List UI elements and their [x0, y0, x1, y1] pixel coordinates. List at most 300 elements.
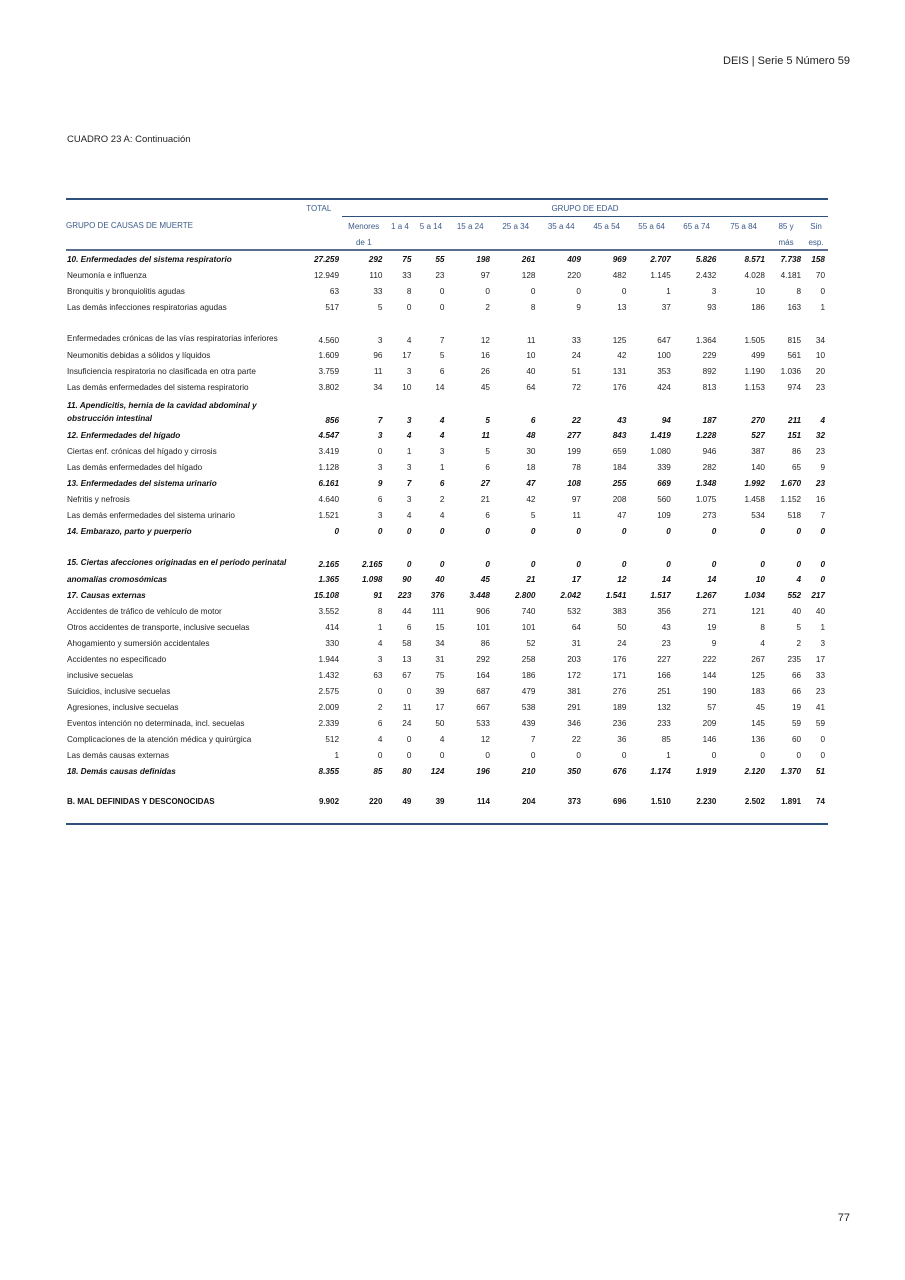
- age-cell: 26: [480, 366, 490, 376]
- age-cell: 479: [521, 686, 536, 696]
- age-cell: 5.826: [695, 254, 717, 264]
- age-cell: 27: [480, 478, 490, 488]
- age-cell: 383: [612, 606, 627, 616]
- age-cell: 8: [377, 606, 383, 616]
- cause-label: Eventos intención no determinada, incl. secuelas: [67, 718, 245, 728]
- table-row: [66, 539, 828, 571]
- age-cell: 67: [402, 670, 412, 680]
- age-cell: 906: [476, 606, 490, 616]
- age-cell: 7: [377, 416, 383, 425]
- age-cell: 31: [435, 654, 445, 664]
- table-row: [66, 395, 828, 427]
- age-cell: 4: [439, 510, 445, 520]
- table-row: [66, 651, 828, 667]
- age-cell: 0: [820, 526, 825, 536]
- age-cell: 21: [480, 494, 490, 504]
- age-cell: 32: [815, 430, 825, 440]
- age-cell: 376: [430, 590, 445, 600]
- age-cell: 740: [521, 606, 536, 616]
- age-cell: 0: [820, 734, 825, 744]
- cause-label: Enfermedades crónicas de las vías respiratorias inferiores: [67, 334, 278, 343]
- age-cell: 203: [567, 654, 581, 664]
- age-cell: 696: [613, 796, 627, 806]
- age-cell: 64: [526, 382, 536, 392]
- cause-label: Las demás enfermedades del hígado: [67, 462, 203, 472]
- age-cell: 667: [476, 702, 490, 712]
- age-cell: 204: [522, 796, 536, 806]
- age-cell: 3: [377, 336, 383, 345]
- cause-label: 13. Enfermedades del sistema urinario: [67, 478, 217, 488]
- age-cell: 552: [787, 590, 802, 600]
- age-cell: 0: [760, 526, 765, 536]
- age-cell: 86: [480, 638, 490, 648]
- age-cell: 4.181: [780, 270, 802, 280]
- age-cell: 4.028: [744, 270, 765, 280]
- total-cell: 3.802: [318, 382, 340, 392]
- age-cell: 23: [661, 638, 671, 648]
- age-cell: 33: [571, 336, 581, 345]
- age-cell: 3: [377, 462, 383, 472]
- age-cell: 235: [787, 654, 802, 664]
- total-cell: 2.165: [318, 560, 340, 569]
- age-cell: 1.098: [361, 574, 383, 584]
- table-row: [66, 363, 828, 379]
- age-cell: 75: [435, 670, 445, 680]
- age-cell: 85: [373, 766, 383, 776]
- age-cell: 4: [439, 416, 445, 425]
- age-cell: 30: [526, 446, 536, 456]
- age-cell: 163: [787, 302, 802, 312]
- age-cell: 11: [526, 336, 536, 345]
- mortality-table: [66, 198, 828, 825]
- age-cell: 282: [702, 462, 717, 472]
- age-cell: 0: [576, 750, 581, 760]
- age-cell: 0: [485, 750, 490, 760]
- total-cell: 6.161: [318, 478, 340, 488]
- age-cell: 1.541: [605, 590, 627, 600]
- age-cell: 1.228: [695, 430, 717, 440]
- total-cell: 2.009: [318, 702, 340, 712]
- age-cell: 2: [377, 702, 383, 712]
- age-cell: 815: [787, 336, 802, 345]
- age-cell: 0: [621, 286, 627, 296]
- cause-label: Neumonitis debidas a sólidos y líquidos: [67, 350, 211, 360]
- age-cell: 34: [435, 638, 445, 648]
- cause-label: 11. Apendicitis, hernia de la cavidad abdominal y obstrucción intestinal: [67, 401, 257, 423]
- age-cell: 2: [796, 638, 802, 648]
- col-header-line2: de 1: [342, 235, 385, 250]
- total-cell: 1.521: [318, 510, 340, 520]
- age-cell: 0: [796, 526, 802, 536]
- age-cell: 255: [612, 478, 627, 488]
- age-cell: 1.080: [650, 446, 671, 456]
- total-cell: 2.575: [318, 686, 340, 696]
- cause-label: 15. Ciertas afecciones originadas en el período perinatal: [67, 558, 287, 567]
- age-cell: 171: [612, 670, 627, 680]
- table-row: [66, 747, 828, 763]
- age-cell: 0: [377, 686, 383, 696]
- age-cell: 42: [526, 494, 536, 504]
- age-cell: 0: [576, 526, 581, 536]
- age-cell: 59: [792, 718, 802, 728]
- cause-label: 17. Causas externas: [67, 590, 146, 600]
- age-cell: 356: [657, 606, 671, 616]
- age-cell: 37: [661, 302, 671, 312]
- age-cell: 1: [666, 750, 671, 760]
- age-cell: 1.505: [744, 336, 765, 345]
- age-cell: 146: [702, 734, 717, 744]
- age-cell: 6: [439, 478, 445, 488]
- age-cell: 21: [526, 574, 536, 584]
- age-cell: 3: [377, 430, 383, 440]
- age-cell: 0: [377, 446, 383, 456]
- age-cell: 1.190: [744, 366, 765, 376]
- age-cell: 211: [788, 416, 802, 425]
- age-cell: 9: [377, 478, 383, 488]
- table-row: [66, 475, 828, 491]
- table-body: [66, 250, 828, 824]
- age-cell: 4: [406, 510, 412, 520]
- table-row: [66, 523, 828, 539]
- age-cell: 518: [787, 510, 802, 520]
- cause-label: Las demás causas externas: [67, 750, 169, 760]
- total-cell: 15.108: [313, 590, 340, 600]
- age-cell: 3: [406, 462, 412, 472]
- age-cell: 5: [530, 510, 536, 520]
- age-cell: 2.707: [650, 254, 671, 264]
- table-row: [66, 793, 828, 809]
- age-cell: 1.670: [780, 478, 802, 488]
- table-row: [66, 267, 828, 283]
- age-cell: 1.267: [695, 590, 717, 600]
- col-header-line2: esp.: [804, 235, 828, 250]
- age-cell: 220: [369, 796, 383, 806]
- age-cell: 9: [820, 462, 825, 472]
- age-cell: 110: [369, 270, 383, 280]
- age-cell: 236: [612, 718, 627, 728]
- age-cell: 15: [435, 622, 445, 632]
- age-cell: 223: [397, 590, 412, 600]
- age-cell: 109: [657, 510, 671, 520]
- col-header: 15 a 24: [447, 217, 492, 236]
- age-cell: 946: [702, 446, 717, 456]
- age-cell: 208: [612, 494, 627, 504]
- age-cell: 0: [820, 560, 825, 569]
- age-cell: 3: [377, 654, 383, 664]
- age-cell: 0: [406, 686, 412, 696]
- total-cell: 4.547: [318, 430, 340, 440]
- total-cell: 3.759: [318, 366, 340, 376]
- age-group-header: GRUPO DE EDAD: [551, 203, 619, 213]
- age-cell: 233: [657, 718, 671, 728]
- age-cell: 124: [430, 766, 445, 776]
- age-cell: 40: [526, 366, 536, 376]
- age-cell: 276: [612, 686, 627, 696]
- age-cell: 66: [792, 670, 802, 680]
- age-cell: 2.800: [514, 590, 536, 600]
- col-header: 55 a 64: [629, 217, 673, 236]
- total-cell: 512: [325, 734, 340, 744]
- age-cell: 44: [402, 606, 412, 616]
- age-cell: 277: [567, 430, 581, 440]
- age-cell: 669: [657, 478, 671, 488]
- age-cell: 5: [485, 416, 490, 425]
- age-cell: 121: [751, 606, 765, 616]
- age-cell: 43: [617, 416, 627, 425]
- age-cell: 23: [815, 446, 825, 456]
- age-cell: 0: [485, 560, 490, 569]
- age-cell: 33: [373, 286, 383, 296]
- col-header: 25 a 34: [493, 217, 538, 236]
- table-row: [66, 587, 828, 603]
- age-cell: 969: [612, 254, 627, 264]
- col-header: 1 a 4: [385, 217, 414, 236]
- age-cell: 24: [402, 718, 412, 728]
- age-cell: 94: [661, 416, 671, 425]
- age-cell: 132: [657, 702, 671, 712]
- age-cell: 80: [402, 766, 412, 776]
- total-cell: 27.259: [313, 254, 340, 264]
- age-cell: 6: [377, 718, 383, 728]
- age-cell: 0: [439, 302, 445, 312]
- age-cell: 0: [576, 560, 581, 569]
- age-cell: 8: [406, 286, 412, 296]
- row-label-header: GRUPO DE CAUSAS DE MUERTE: [66, 221, 193, 231]
- total-cell: 9.902: [319, 796, 340, 806]
- age-cell: 4: [820, 416, 825, 425]
- age-cell: 4: [439, 734, 445, 744]
- age-cell: 187: [702, 416, 717, 425]
- total-cell: 3.419: [318, 446, 340, 456]
- age-cell: 57: [707, 702, 717, 712]
- age-cell: 1.036: [780, 366, 802, 376]
- age-cell: 659: [612, 446, 627, 456]
- age-cell: 1.419: [650, 430, 671, 440]
- col-header: Menores: [342, 217, 385, 236]
- age-cell: 125: [751, 670, 765, 680]
- age-cell: 196: [476, 766, 490, 776]
- age-cell: 6: [530, 416, 536, 425]
- age-cell: 70: [815, 270, 825, 280]
- table-row: [66, 571, 828, 587]
- age-cell: 2.042: [560, 590, 581, 600]
- age-cell: 14: [435, 382, 445, 392]
- col-header: 35 a 44: [538, 217, 583, 236]
- age-cell: 8.571: [744, 254, 765, 264]
- age-cell: 0: [796, 560, 802, 569]
- age-cell: 687: [476, 686, 490, 696]
- age-cell: 0: [820, 286, 825, 296]
- age-cell: 186: [521, 670, 536, 680]
- age-cell: 183: [751, 686, 765, 696]
- col-header-line2: más: [768, 235, 804, 250]
- cause-label: Ciertas enf. crónicas del hígado y cirrosis: [67, 446, 217, 456]
- age-cell: 229: [702, 350, 717, 360]
- cause-label: anomalías cromosómicas: [67, 574, 168, 584]
- total-cell: 1.944: [318, 654, 340, 664]
- age-cell: 261: [521, 254, 536, 264]
- age-cell: 36: [617, 734, 627, 744]
- age-cell: 13: [402, 654, 412, 664]
- age-cell: 74: [816, 796, 825, 806]
- age-cell: 5: [439, 350, 445, 360]
- age-cell: 346: [567, 718, 581, 728]
- age-cell: 0: [796, 750, 802, 760]
- age-cell: 199: [567, 446, 581, 456]
- age-cell: 101: [521, 622, 536, 632]
- cause-label: Ahogamiento y sumersión accidentales: [67, 638, 210, 648]
- age-cell: 8: [760, 622, 765, 632]
- age-cell: 176: [612, 654, 627, 664]
- table-row: [66, 347, 828, 363]
- age-cell: 0: [576, 286, 581, 296]
- age-cell: 55: [435, 254, 445, 264]
- age-cell: 66: [792, 686, 802, 696]
- total-cell: 8.355: [318, 766, 340, 776]
- cause-label: 10. Enfermedades del sistema respiratorio: [67, 254, 232, 264]
- age-cell: 271: [702, 606, 717, 616]
- age-cell: 4: [439, 430, 445, 440]
- age-cell: 23: [435, 270, 445, 280]
- col-header: Sin: [804, 217, 828, 236]
- total-cell: 2.339: [318, 718, 340, 728]
- age-cell: 90: [402, 574, 412, 584]
- age-cell: 813: [702, 382, 717, 392]
- age-cell: 39: [435, 796, 445, 806]
- table-row: [66, 683, 828, 699]
- age-cell: 190: [702, 686, 717, 696]
- age-cell: 9: [576, 302, 581, 312]
- age-cell: 3: [406, 366, 412, 376]
- total-cell: 0: [334, 526, 340, 536]
- age-cell: 198: [476, 254, 490, 264]
- age-cell: 91: [373, 590, 383, 600]
- age-cell: 11: [481, 430, 490, 440]
- age-cell: 64: [571, 622, 581, 632]
- age-cell: 2: [485, 302, 490, 312]
- page-header: DEIS | Serie 5 Número 59: [723, 55, 850, 67]
- age-cell: 1.034: [744, 590, 765, 600]
- age-cell: 1.174: [650, 766, 671, 776]
- age-cell: 9: [711, 638, 717, 648]
- age-cell: 1.370: [780, 766, 802, 776]
- cause-label: Neumonía e influenza: [67, 270, 147, 280]
- age-cell: 270: [751, 416, 765, 425]
- age-cell: 1.891: [781, 796, 802, 806]
- age-cell: 7.738: [780, 254, 802, 264]
- age-cell: 339: [657, 462, 671, 472]
- table-row: [66, 699, 828, 715]
- age-cell: 353: [657, 366, 671, 376]
- age-cell: 19: [707, 622, 717, 632]
- table-row: [66, 731, 828, 747]
- age-cell: 0: [820, 750, 825, 760]
- age-cell: 5: [485, 446, 490, 456]
- age-cell: 0: [711, 560, 717, 569]
- total-cell: 12.949: [313, 270, 340, 280]
- age-cell: 1.919: [695, 766, 717, 776]
- age-cell: 4: [377, 638, 383, 648]
- age-cell: 560: [657, 494, 671, 504]
- age-cell: 17: [435, 702, 445, 712]
- age-cell: 14: [707, 574, 717, 584]
- age-cell: 12: [480, 734, 490, 744]
- age-cell: 4: [760, 638, 765, 648]
- age-cell: 4: [406, 430, 412, 440]
- age-cell: 1.458: [744, 494, 765, 504]
- age-cell: 7: [530, 734, 536, 744]
- age-cell: 292: [368, 254, 383, 264]
- age-cell: 50: [435, 718, 445, 728]
- age-cell: 58: [402, 638, 412, 648]
- table-row: [66, 715, 828, 731]
- col-header: 45 a 54: [584, 217, 629, 236]
- age-cell: 47: [526, 478, 536, 488]
- age-cell: 8: [530, 302, 536, 312]
- age-cell: 0: [439, 560, 445, 569]
- age-cell: 166: [657, 670, 671, 680]
- age-cell: 41: [815, 702, 825, 712]
- age-cell: 8: [796, 286, 802, 296]
- total-cell: 1.128: [318, 462, 340, 472]
- age-cell: 97: [571, 494, 581, 504]
- age-cell: 0: [485, 286, 490, 296]
- age-cell: 227: [657, 654, 671, 664]
- age-cell: 387: [751, 446, 765, 456]
- age-cell: 0: [439, 750, 445, 760]
- age-cell: 561: [787, 350, 802, 360]
- age-cell: 49: [402, 796, 412, 806]
- age-cell: 217: [811, 590, 825, 600]
- age-cell: 51: [571, 366, 581, 376]
- cause-label: inclusive secuelas: [67, 670, 133, 680]
- age-cell: 409: [567, 254, 581, 264]
- age-cell: 2.502: [744, 796, 765, 806]
- age-cell: 258: [521, 654, 536, 664]
- age-cell: 145: [751, 718, 765, 728]
- age-cell: 60: [792, 734, 802, 744]
- age-cell: 172: [567, 670, 581, 680]
- age-cell: 0: [530, 526, 536, 536]
- cause-label: 12. Enfermedades del hígado: [67, 430, 181, 440]
- age-cell: 34: [815, 336, 825, 345]
- age-cell: 93: [707, 302, 717, 312]
- cause-label: Insuficiencia respiratoria no clasificada en otra parte: [67, 366, 256, 376]
- age-cell: 3: [439, 446, 445, 456]
- total-cell: 330: [325, 638, 340, 648]
- cause-label: Nefritis y nefrosis: [67, 494, 130, 504]
- age-cell: 1: [820, 302, 825, 312]
- age-cell: 1.153: [744, 382, 765, 392]
- age-cell: 4: [406, 336, 412, 345]
- age-cell: 0: [666, 526, 671, 536]
- table-row: [66, 299, 828, 315]
- age-cell: 19: [792, 702, 802, 712]
- age-cell: 538: [521, 702, 536, 712]
- age-cell: 0: [406, 750, 412, 760]
- age-cell: 51: [815, 766, 825, 776]
- age-cell: 14: [661, 574, 671, 584]
- age-cell: 0: [406, 734, 412, 744]
- age-cell: 0: [406, 526, 412, 536]
- age-cell: 0: [760, 750, 765, 760]
- age-cell: 6: [377, 494, 383, 504]
- age-cell: 100: [657, 350, 671, 360]
- age-cell: 1.075: [695, 494, 717, 504]
- age-cell: 7: [439, 336, 445, 345]
- age-cell: 0: [711, 526, 717, 536]
- age-cell: 350: [567, 766, 581, 776]
